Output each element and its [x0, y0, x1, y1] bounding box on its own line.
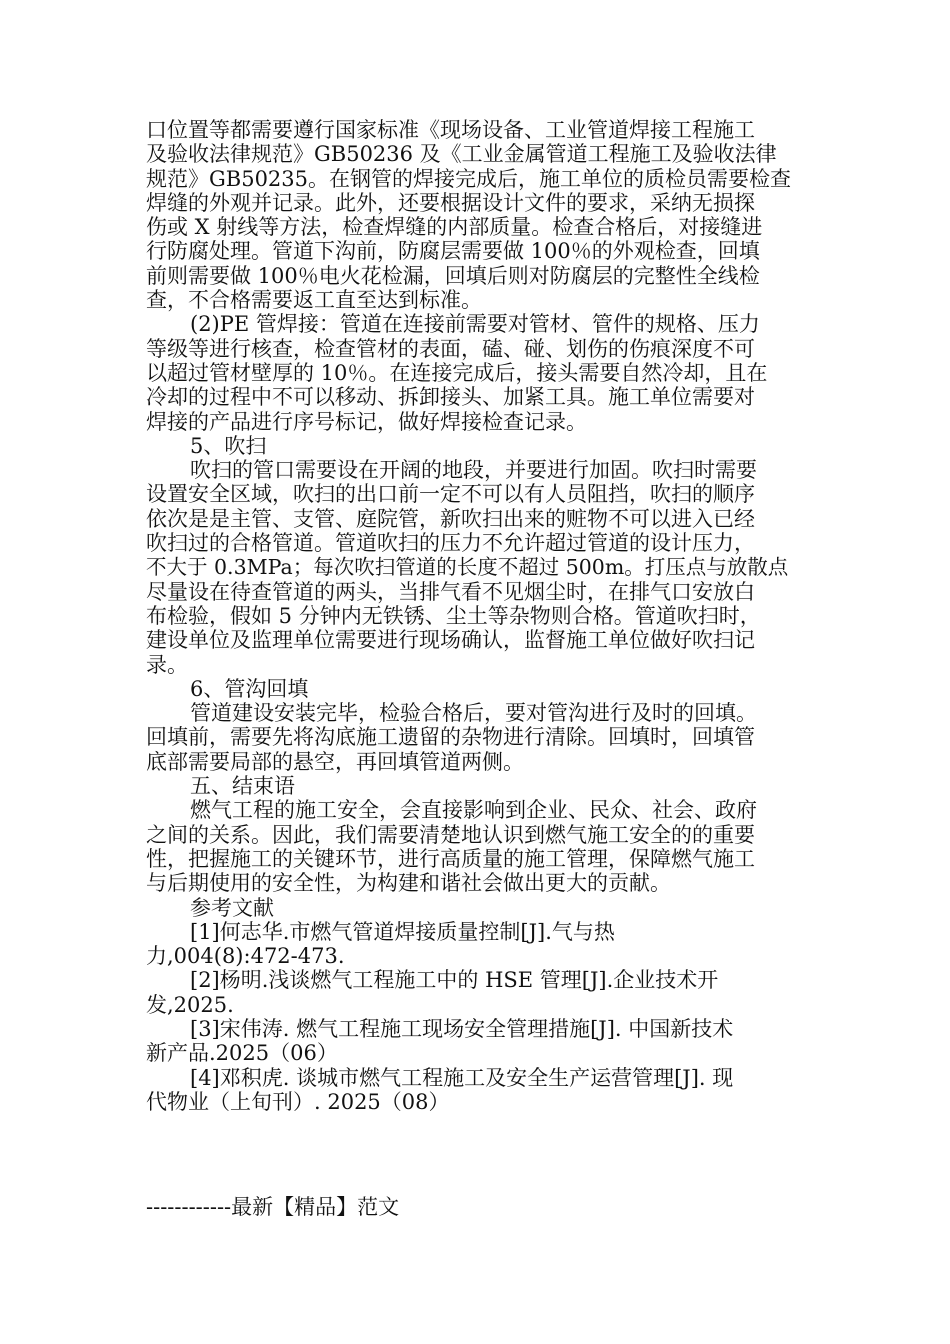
text-line: 力,004(8):472-473. — [146, 944, 345, 969]
text-line: 查，不合格需要返工直至达到标准。 — [146, 288, 482, 313]
footer-text: ------------最新【精品】范文 — [146, 1195, 400, 1219]
text-line: 参考文献 — [190, 895, 274, 920]
text-line: 冷却的过程中不可以移动、拆卸接头、加紧工具。施工单位需要对 — [146, 385, 755, 410]
text-line: 焊缝的外观并记录。此外，还要根据设计文件的要求，采纳无损探 — [146, 190, 755, 215]
text-line: 吹扫过的合格管道。管道吹扫的压力不允许超过管道的设计压力， — [146, 531, 755, 556]
text-line: [4]邓积虎. 谈城市燃气工程施工及安全生产运营管理[J]. 现 — [190, 1065, 734, 1090]
text-line: [2]杨明.浅谈燃气工程施工中的 HSE 管理[J].企业技术开 — [190, 968, 719, 993]
text-line: 尽量设在待查管道的两头，当排气看不见烟尘时，在排气口安放白 — [146, 579, 755, 604]
text-line: 及验收法律规范》GB50236 及《工业金属管道工程施工及验收法律 — [146, 142, 777, 167]
text-line: 不大于 0.3MPa；每次吹扫管道的长度不超过 500m。打压点与放散点 — [146, 555, 789, 580]
text-line: 吹扫的管口需要设在开阔的地段，并要进行加固。吹扫时需要 — [190, 458, 757, 483]
text-line: 焊接的产品进行序号标记，做好焊接检查记录。 — [146, 409, 587, 434]
text-line: 底部需要局部的悬空，再回填管道两侧。 — [146, 749, 524, 774]
text-line: 伤或 X 射线等方法，检查焊缝的内部质量。检查合格后，对接缝进 — [146, 215, 763, 240]
text-line: 前则需要做 100％电火花检漏，回填后则对防腐层的完整性全线检 — [146, 263, 760, 288]
text-line: 与后期使用的安全性，为构建和谐社会做出更大的贡献。 — [146, 871, 671, 896]
text-line: 以超过管材壁厚的 10％。在连接完成后，接头需要自然冷却，且在 — [146, 360, 768, 385]
text-line: 布检验，假如 5 分钟内无铁锈、尘土等杂物则合格。管道吹扫时， — [146, 603, 761, 628]
text-line: 设置安全区域，吹扫的出口前一定不可以有人员阻挡，吹扫的顺序 — [146, 482, 755, 507]
text-line: [1]何志华.市燃气管道焊接质量控制[J].气与热 — [190, 919, 615, 944]
text-line: 代物业（上旬刊）. 2025（08） — [146, 1089, 450, 1114]
text-line: 行防腐处理。管道下沟前，防腐层需要做 100％的外观检查，回填 — [146, 239, 760, 264]
text-line: 依次是是主管、支管、庭院管，新吹扫出来的赃物不可以进入已经 — [146, 506, 755, 531]
text-line: 管道建设安装完毕，检验合格后，要对管沟进行及时的回填。 — [190, 701, 757, 726]
text-line: 回填前，需要先将沟底施工遗留的杂物进行清除。回填时，回填管 — [146, 725, 755, 750]
text-line: 性，把握施工的关键环节，进行高质量的施工管理，保障燃气施工 — [146, 846, 755, 871]
text-line: 录。 — [146, 652, 188, 677]
text-line: [3]宋伟涛. 燃气工程施工现场安全管理措施[J]. 中国新技术 — [190, 1016, 734, 1041]
text-line: (2)PE 管焊接：管道在连接前需要对管材、管件的规格、压力 — [190, 312, 760, 337]
text-line: 6、管沟回填 — [190, 676, 309, 701]
text-line: 之间的关系。因此，我们需要清楚地认识到燃气施工安全的的重要 — [146, 822, 755, 847]
text-line: 燃气工程的施工安全，会直接影响到企业、民众、社会、政府 — [190, 798, 757, 823]
text-line: 等级等进行核查，检查管材的表面，磕、碰、划伤的伤痕深度不可 — [146, 336, 755, 361]
text-line: 建设单位及监理单位需要进行现场确认，监督施工单位做好吹扫记 — [146, 628, 755, 653]
text-line: 新产品.2025（06） — [146, 1041, 338, 1066]
text-line: 发,2025. — [146, 992, 234, 1017]
text-line: 口位置等都需要遵行国家标准《现场设备、工业管道焊接工程施工 — [146, 118, 755, 142]
document-body — [146, 118, 796, 1114]
text-line: 规范》GB50235。在钢管的焊接完成后，施工单位的质检员需要检查 — [146, 166, 792, 191]
text-line: 5、吹扫 — [190, 433, 267, 458]
text-line: 五、结束语 — [190, 774, 295, 799]
